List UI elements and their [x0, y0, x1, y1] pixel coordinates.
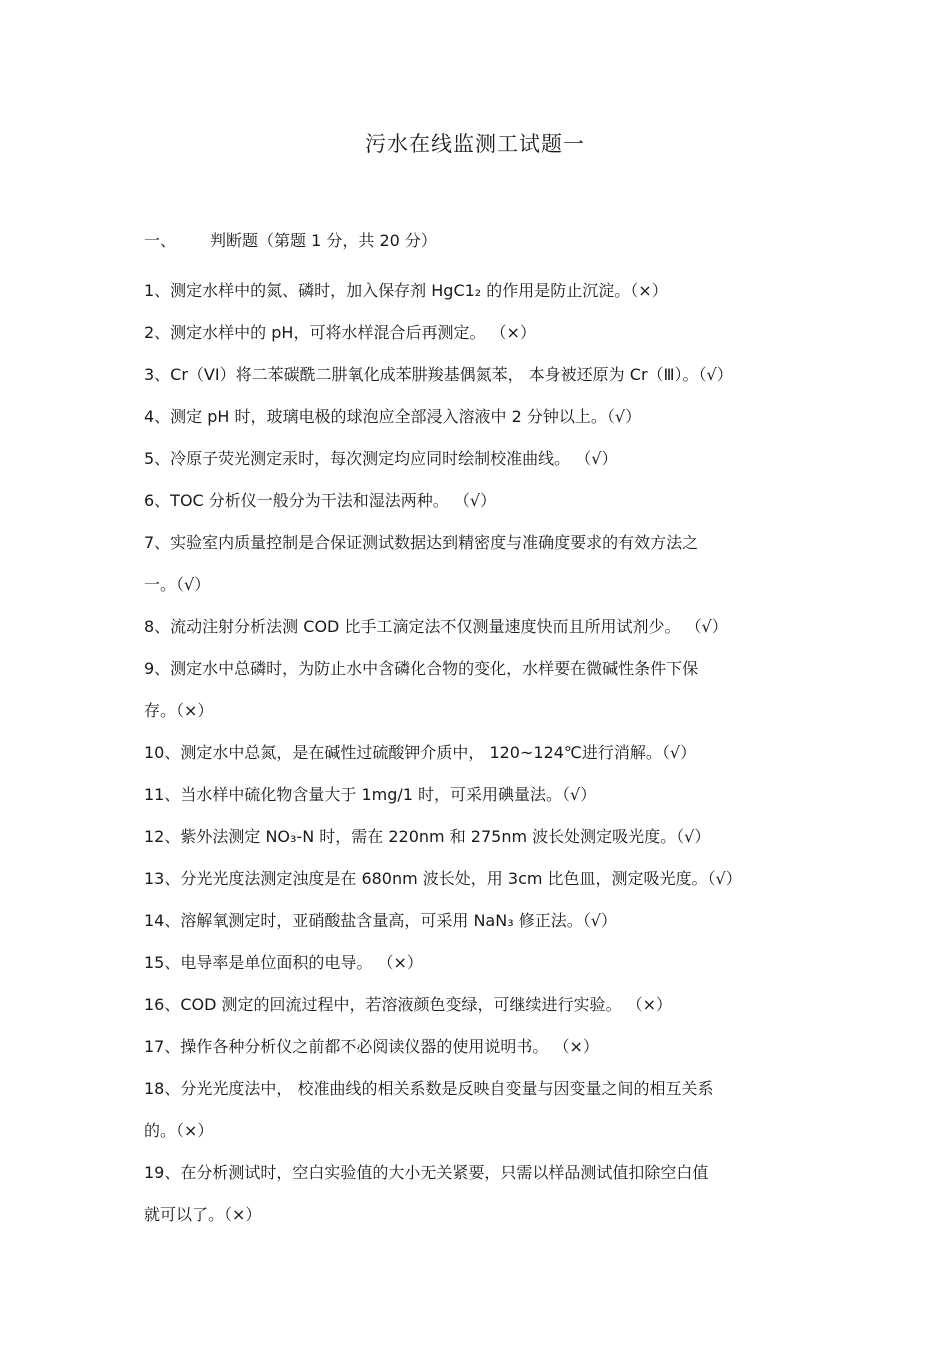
question-line: 13、分光光度法测定浊度是在 680nm 波长处，用 3cm 比色皿，测定吸光度。（√）: [144, 869, 742, 888]
question-line: 18、分光光度法中， 校准曲线的相关系数是反映自变量与因变量之间的相互关系: [144, 1079, 714, 1098]
question-line: 8、流动注射分析法测 COD 比手工滴定法不仅测量速度快而且所用试剂少。 （√）: [144, 617, 728, 636]
question-line-continuation: 存。（×）: [144, 701, 214, 720]
question-line: 16、COD 测定的回流过程中，若溶液颜色变绿，可继续进行实验。 （×）: [144, 995, 673, 1014]
question-line: 12、紫外法测定 NO₃-N 时，需在 220nm 和 275nm 波长处测定吸光度。（√）: [144, 827, 711, 846]
question-line: 9、测定水中总磷时，为防止水中含磷化合物的变化，水样要在微碱性条件下保: [144, 659, 699, 678]
question-line: 4、测定 pH 时，玻璃电极的球泡应全部浸入溶液中 2 分钟以上。（√）: [144, 407, 642, 426]
question-line: 17、操作各种分析仪之前都不必阅读仪器的使用说明书。 （×）: [144, 1037, 599, 1056]
section-heading-text: 判断题（第题 1 分，共 20 分）: [210, 231, 437, 250]
question-line: 19、在分析测试时，空白实验值的大小无关紧要，只需以样品测试值扣除空白值: [144, 1163, 709, 1182]
question-line: 10、测定水中总氮，是在碱性过硫酸钾介质中， 120~124℃进行消解。（√）: [144, 743, 697, 762]
section-number: 一、: [144, 231, 177, 250]
question-line: 11、当水样中硫化物含量大于 1mg/1 时，可采用碘量法。（√）: [144, 785, 597, 804]
question-line-continuation: 就可以了。（×）: [144, 1205, 262, 1224]
question-line: 1、测定水样中的氮、磷时，加入保存剂 HgC1₂ 的作用是防止沉淀。（×）: [144, 281, 668, 300]
section-heading: [144, 230, 437, 252]
question-line: 15、电导率是单位面积的电导。 （×）: [144, 953, 423, 972]
question-line: 7、实验室内质量控制是合保证测试数据达到精密度与准确度要求的有效方法之: [144, 533, 699, 552]
question-line: 6、TOC 分析仪一般分为干法和湿法两种。 （√）: [144, 491, 497, 510]
question-list: [144, 270, 824, 1236]
question-line: 5、冷原子荧光测定汞时，每次测定均应同时绘制校准曲线。 （√）: [144, 449, 618, 468]
question-line-continuation: 的。（×）: [144, 1121, 214, 1140]
question-line: 3、Cr（VI）将二苯碳酰二肼氧化成苯肼羧基偶氮苯， 本身被还原为 Cr（Ⅲ）。（√）: [144, 365, 733, 384]
page-title: 污水在线监测工试题一: [365, 132, 585, 156]
question-line-continuation: 一。（√）: [144, 575, 211, 594]
question-line: 2、测定水样中的 pH，可将水样混合后再测定。 （×）: [144, 323, 536, 342]
question-line: 14、溶解氧测定时，亚硝酸盐含量高，可采用 NaN₃ 修正法。（√）: [144, 911, 617, 930]
